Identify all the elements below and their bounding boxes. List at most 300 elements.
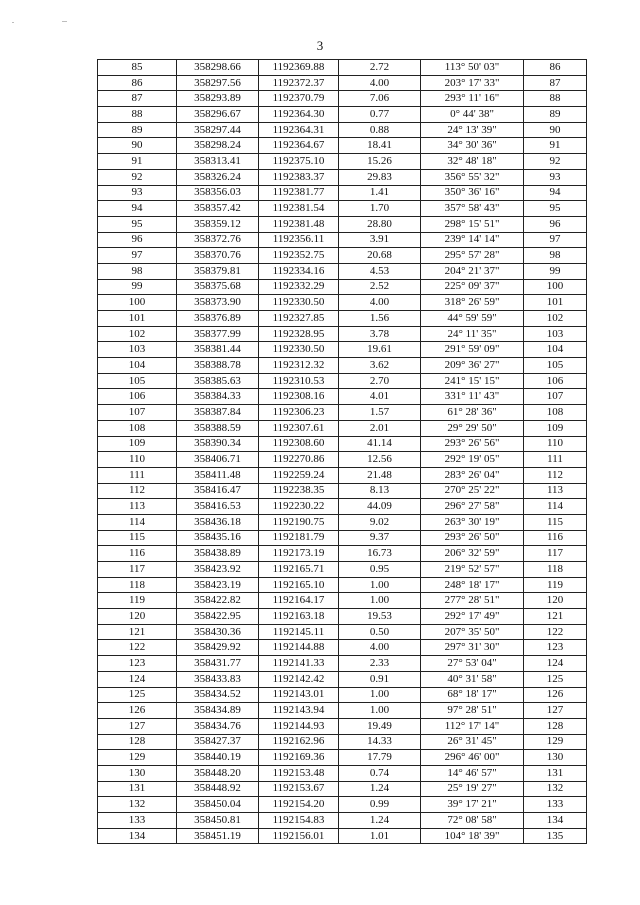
coordinates-table: [97, 59, 587, 844]
table-row: [98, 75, 587, 91]
x-coordinate-cell: 358376.89: [177, 311, 259, 327]
next-point-cell: 135: [524, 828, 587, 844]
bearing-cell: 26° 31' 45": [421, 734, 524, 750]
distance-cell: 0.99: [339, 797, 421, 813]
table-row: [98, 295, 587, 311]
point-number-cell: 124: [98, 671, 177, 687]
table-row: [98, 389, 587, 405]
bearing-cell: 241° 15' 15": [421, 373, 524, 389]
bearing-cell: 14° 46' 57": [421, 765, 524, 781]
point-number-cell: 133: [98, 813, 177, 829]
distance-cell: 18.41: [339, 138, 421, 154]
x-coordinate-cell: 358373.90: [177, 295, 259, 311]
next-point-cell: 88: [524, 91, 587, 107]
y-coordinate-cell: 1192144.93: [259, 718, 339, 734]
distance-cell: 1.57: [339, 405, 421, 421]
distance-cell: 16.73: [339, 546, 421, 562]
x-coordinate-cell: 358370.76: [177, 248, 259, 264]
next-point-cell: 115: [524, 514, 587, 530]
distance-cell: 2.33: [339, 656, 421, 672]
next-point-cell: 87: [524, 75, 587, 91]
next-point-cell: 134: [524, 813, 587, 829]
point-number-cell: 132: [98, 797, 177, 813]
bearing-cell: 248° 18' 17": [421, 577, 524, 593]
table-row: [98, 248, 587, 264]
y-coordinate-cell: 1192154.20: [259, 797, 339, 813]
distance-cell: 4.00: [339, 295, 421, 311]
y-coordinate-cell: 1192381.48: [259, 216, 339, 232]
next-point-cell: 133: [524, 797, 587, 813]
y-coordinate-cell: 1192153.48: [259, 765, 339, 781]
x-coordinate-cell: 358384.33: [177, 389, 259, 405]
next-point-cell: 86: [524, 60, 587, 76]
x-coordinate-cell: 358297.56: [177, 75, 259, 91]
x-coordinate-cell: 358377.99: [177, 326, 259, 342]
bearing-cell: 295° 57' 28": [421, 248, 524, 264]
y-coordinate-cell: 1192308.16: [259, 389, 339, 405]
point-number-cell: 125: [98, 687, 177, 703]
x-coordinate-cell: 358313.41: [177, 154, 259, 170]
x-coordinate-cell: 358357.42: [177, 201, 259, 217]
point-number-cell: 91: [98, 154, 177, 170]
point-number-cell: 127: [98, 718, 177, 734]
point-number-cell: 99: [98, 279, 177, 295]
x-coordinate-cell: 358388.78: [177, 358, 259, 374]
next-point-cell: 99: [524, 263, 587, 279]
table-row: [98, 279, 587, 295]
y-coordinate-cell: 1192364.30: [259, 107, 339, 123]
bearing-cell: 293° 26' 56": [421, 436, 524, 452]
distance-cell: 2.70: [339, 373, 421, 389]
x-coordinate-cell: 358411.48: [177, 467, 259, 483]
y-coordinate-cell: 1192142.42: [259, 671, 339, 687]
bearing-cell: 239° 14' 14": [421, 232, 524, 248]
bearing-cell: 318° 26' 59": [421, 295, 524, 311]
x-coordinate-cell: 358356.03: [177, 185, 259, 201]
x-coordinate-cell: 358430.36: [177, 624, 259, 640]
y-coordinate-cell: 1192143.94: [259, 703, 339, 719]
next-point-cell: 129: [524, 734, 587, 750]
y-coordinate-cell: 1192332.29: [259, 279, 339, 295]
next-point-cell: 130: [524, 750, 587, 766]
point-number-cell: 120: [98, 609, 177, 625]
x-coordinate-cell: 358448.92: [177, 781, 259, 797]
point-number-cell: 87: [98, 91, 177, 107]
point-number-cell: 85: [98, 60, 177, 76]
y-coordinate-cell: 1192144.88: [259, 640, 339, 656]
table-row: [98, 232, 587, 248]
bearing-cell: 104° 18' 39": [421, 828, 524, 844]
x-coordinate-cell: 358406.71: [177, 452, 259, 468]
next-point-cell: 111: [524, 452, 587, 468]
x-coordinate-cell: 358450.04: [177, 797, 259, 813]
y-coordinate-cell: 1192230.22: [259, 499, 339, 515]
table-row: [98, 514, 587, 530]
distance-cell: 0.95: [339, 562, 421, 578]
distance-cell: 21.48: [339, 467, 421, 483]
x-coordinate-cell: 358298.24: [177, 138, 259, 154]
table-row: [98, 138, 587, 154]
next-point-cell: 116: [524, 530, 587, 546]
next-point-cell: 89: [524, 107, 587, 123]
next-point-cell: 110: [524, 436, 587, 452]
table-row: [98, 358, 587, 374]
x-coordinate-cell: 358381.44: [177, 342, 259, 358]
y-coordinate-cell: 1192143.01: [259, 687, 339, 703]
y-coordinate-cell: 1192383.37: [259, 169, 339, 185]
y-coordinate-cell: 1192141.33: [259, 656, 339, 672]
table-row: [98, 718, 587, 734]
x-coordinate-cell: 358451.19: [177, 828, 259, 844]
bearing-cell: 356° 55' 32": [421, 169, 524, 185]
y-coordinate-cell: 1192153.67: [259, 781, 339, 797]
distance-cell: 29.83: [339, 169, 421, 185]
point-number-cell: 86: [98, 75, 177, 91]
bearing-cell: 350° 36' 16": [421, 185, 524, 201]
bearing-cell: 32° 48' 18": [421, 154, 524, 170]
bearing-cell: 24° 11' 35": [421, 326, 524, 342]
bearing-cell: 263° 30' 19": [421, 514, 524, 530]
distance-cell: 0.77: [339, 107, 421, 123]
table-row: [98, 828, 587, 844]
y-coordinate-cell: 1192308.60: [259, 436, 339, 452]
point-number-cell: 134: [98, 828, 177, 844]
point-number-cell: 114: [98, 514, 177, 530]
table-row: [98, 765, 587, 781]
next-point-cell: 104: [524, 342, 587, 358]
y-coordinate-cell: 1192352.75: [259, 248, 339, 264]
x-coordinate-cell: 358435.16: [177, 530, 259, 546]
table-row: [98, 342, 587, 358]
x-coordinate-cell: 358416.53: [177, 499, 259, 515]
x-coordinate-cell: 358297.44: [177, 122, 259, 138]
next-point-cell: 123: [524, 640, 587, 656]
point-number-cell: 107: [98, 405, 177, 421]
y-coordinate-cell: 1192334.16: [259, 263, 339, 279]
bearing-cell: 40° 31' 58": [421, 671, 524, 687]
table-row: [98, 813, 587, 829]
point-number-cell: 92: [98, 169, 177, 185]
bearing-cell: 34° 30' 36": [421, 138, 524, 154]
point-number-cell: 109: [98, 436, 177, 452]
distance-cell: 1.41: [339, 185, 421, 201]
y-coordinate-cell: 1192259.24: [259, 467, 339, 483]
table-row: [98, 656, 587, 672]
distance-cell: 1.56: [339, 311, 421, 327]
table-row: [98, 326, 587, 342]
next-point-cell: 120: [524, 593, 587, 609]
table-row: [98, 640, 587, 656]
x-coordinate-cell: 358431.77: [177, 656, 259, 672]
x-coordinate-cell: 358423.19: [177, 577, 259, 593]
point-number-cell: 97: [98, 248, 177, 264]
y-coordinate-cell: 1192312.32: [259, 358, 339, 374]
x-coordinate-cell: 358434.76: [177, 718, 259, 734]
y-coordinate-cell: 1192330.50: [259, 342, 339, 358]
point-number-cell: 129: [98, 750, 177, 766]
bearing-cell: 24° 13' 39": [421, 122, 524, 138]
bearing-cell: 298° 15' 51": [421, 216, 524, 232]
distance-cell: 3.62: [339, 358, 421, 374]
bearing-cell: 29° 29' 50": [421, 420, 524, 436]
distance-cell: 1.00: [339, 687, 421, 703]
y-coordinate-cell: 1192145.11: [259, 624, 339, 640]
point-number-cell: 103: [98, 342, 177, 358]
table-row: [98, 122, 587, 138]
x-coordinate-cell: 358434.52: [177, 687, 259, 703]
point-number-cell: 123: [98, 656, 177, 672]
next-point-cell: 91: [524, 138, 587, 154]
x-coordinate-cell: 358359.12: [177, 216, 259, 232]
next-point-cell: 127: [524, 703, 587, 719]
point-number-cell: 121: [98, 624, 177, 640]
y-coordinate-cell: 1192306.23: [259, 405, 339, 421]
point-number-cell: 130: [98, 765, 177, 781]
table-row: [98, 609, 587, 625]
next-point-cell: 114: [524, 499, 587, 515]
table-row: [98, 530, 587, 546]
distance-cell: 17.79: [339, 750, 421, 766]
point-number-cell: 105: [98, 373, 177, 389]
table-row: [98, 781, 587, 797]
next-point-cell: 119: [524, 577, 587, 593]
point-number-cell: 131: [98, 781, 177, 797]
y-coordinate-cell: 1192307.61: [259, 420, 339, 436]
y-coordinate-cell: 1192327.85: [259, 311, 339, 327]
y-coordinate-cell: 1192154.83: [259, 813, 339, 829]
next-point-cell: 112: [524, 467, 587, 483]
point-number-cell: 108: [98, 420, 177, 436]
bearing-cell: 270° 25' 22": [421, 483, 524, 499]
table-row: [98, 797, 587, 813]
table-row: [98, 405, 587, 421]
table-row: [98, 60, 587, 76]
x-coordinate-cell: 358390.34: [177, 436, 259, 452]
x-coordinate-cell: 358429.92: [177, 640, 259, 656]
table-row: [98, 750, 587, 766]
x-coordinate-cell: 358427.37: [177, 734, 259, 750]
distance-cell: 8.13: [339, 483, 421, 499]
next-point-cell: 122: [524, 624, 587, 640]
distance-cell: 1.24: [339, 781, 421, 797]
next-point-cell: 100: [524, 279, 587, 295]
bearing-cell: 203° 17' 33": [421, 75, 524, 91]
point-number-cell: 102: [98, 326, 177, 342]
bearing-cell: 68° 18' 17": [421, 687, 524, 703]
x-coordinate-cell: 358326.24: [177, 169, 259, 185]
x-coordinate-cell: 358422.82: [177, 593, 259, 609]
next-point-cell: 118: [524, 562, 587, 578]
point-number-cell: 89: [98, 122, 177, 138]
point-number-cell: 111: [98, 467, 177, 483]
x-coordinate-cell: 358293.89: [177, 91, 259, 107]
next-point-cell: 132: [524, 781, 587, 797]
next-point-cell: 125: [524, 671, 587, 687]
distance-cell: 3.91: [339, 232, 421, 248]
distance-cell: 9.37: [339, 530, 421, 546]
next-point-cell: 131: [524, 765, 587, 781]
x-coordinate-cell: 358385.63: [177, 373, 259, 389]
next-point-cell: 90: [524, 122, 587, 138]
table-row: [98, 483, 587, 499]
bearing-cell: 292° 19' 05": [421, 452, 524, 468]
point-number-cell: 98: [98, 263, 177, 279]
point-number-cell: 118: [98, 577, 177, 593]
point-number-cell: 117: [98, 562, 177, 578]
y-coordinate-cell: 1192328.95: [259, 326, 339, 342]
y-coordinate-cell: 1192181.79: [259, 530, 339, 546]
bearing-cell: 97° 28' 51": [421, 703, 524, 719]
bearing-cell: 27° 53' 04": [421, 656, 524, 672]
next-point-cell: 108: [524, 405, 587, 421]
y-coordinate-cell: 1192163.18: [259, 609, 339, 625]
bearing-cell: 291° 59' 09": [421, 342, 524, 358]
distance-cell: 19.53: [339, 609, 421, 625]
point-number-cell: 128: [98, 734, 177, 750]
table-row: [98, 263, 587, 279]
y-coordinate-cell: 1192375.10: [259, 154, 339, 170]
point-number-cell: 106: [98, 389, 177, 405]
point-number-cell: 119: [98, 593, 177, 609]
next-point-cell: 101: [524, 295, 587, 311]
distance-cell: 1.00: [339, 593, 421, 609]
distance-cell: 4.00: [339, 75, 421, 91]
y-coordinate-cell: 1192165.71: [259, 562, 339, 578]
next-point-cell: 124: [524, 656, 587, 672]
table-row: [98, 201, 587, 217]
bearing-cell: 293° 26' 50": [421, 530, 524, 546]
bearing-cell: 113° 50' 03": [421, 60, 524, 76]
distance-cell: 44.09: [339, 499, 421, 515]
distance-cell: 28.80: [339, 216, 421, 232]
table-row: [98, 185, 587, 201]
x-coordinate-cell: 358298.66: [177, 60, 259, 76]
distance-cell: 1.00: [339, 577, 421, 593]
next-point-cell: 117: [524, 546, 587, 562]
bearing-cell: 219° 52' 57": [421, 562, 524, 578]
distance-cell: 3.78: [339, 326, 421, 342]
table-row: [98, 467, 587, 483]
x-coordinate-cell: 358422.95: [177, 609, 259, 625]
y-coordinate-cell: 1192270.86: [259, 452, 339, 468]
table-row: [98, 687, 587, 703]
bearing-cell: 277° 28' 51": [421, 593, 524, 609]
next-point-cell: 113: [524, 483, 587, 499]
next-point-cell: 92: [524, 154, 587, 170]
table-row: [98, 624, 587, 640]
bearing-cell: 209° 36' 27": [421, 358, 524, 374]
next-point-cell: 102: [524, 311, 587, 327]
bearing-cell: 297° 31' 30": [421, 640, 524, 656]
point-number-cell: 88: [98, 107, 177, 123]
next-point-cell: 94: [524, 185, 587, 201]
bearing-cell: 39° 17' 21": [421, 797, 524, 813]
table-row: [98, 154, 587, 170]
distance-cell: 1.01: [339, 828, 421, 844]
y-coordinate-cell: 1192381.77: [259, 185, 339, 201]
next-point-cell: 96: [524, 216, 587, 232]
point-number-cell: 95: [98, 216, 177, 232]
table-row: [98, 593, 587, 609]
table-row: [98, 373, 587, 389]
bearing-cell: 357° 58' 43": [421, 201, 524, 217]
x-coordinate-cell: 358436.18: [177, 514, 259, 530]
bearing-cell: 112° 17' 14": [421, 718, 524, 734]
x-coordinate-cell: 358388.59: [177, 420, 259, 436]
x-coordinate-cell: 358375.68: [177, 279, 259, 295]
y-coordinate-cell: 1192381.54: [259, 201, 339, 217]
table-row: [98, 420, 587, 436]
bearing-cell: 292° 17' 49": [421, 609, 524, 625]
y-coordinate-cell: 1192165.10: [259, 577, 339, 593]
y-coordinate-cell: 1192310.53: [259, 373, 339, 389]
point-number-cell: 104: [98, 358, 177, 374]
bearing-cell: 293° 11' 16": [421, 91, 524, 107]
bearing-cell: 283° 26' 04": [421, 467, 524, 483]
bearing-cell: 225° 09' 37": [421, 279, 524, 295]
bearing-cell: 206° 32' 59": [421, 546, 524, 562]
bearing-cell: 296° 27' 58": [421, 499, 524, 515]
y-coordinate-cell: 1192372.37: [259, 75, 339, 91]
distance-cell: 0.91: [339, 671, 421, 687]
x-coordinate-cell: 358416.47: [177, 483, 259, 499]
next-point-cell: 121: [524, 609, 587, 625]
next-point-cell: 97: [524, 232, 587, 248]
point-number-cell: 116: [98, 546, 177, 562]
point-number-cell: 122: [98, 640, 177, 656]
y-coordinate-cell: 1192364.31: [259, 122, 339, 138]
distance-cell: 1.70: [339, 201, 421, 217]
table-row: [98, 107, 587, 123]
next-point-cell: 126: [524, 687, 587, 703]
y-coordinate-cell: 1192156.01: [259, 828, 339, 844]
distance-cell: 2.52: [339, 279, 421, 295]
bearing-cell: 61° 28' 36": [421, 405, 524, 421]
table-row: [98, 577, 587, 593]
table-row: [98, 703, 587, 719]
point-number-cell: 113: [98, 499, 177, 515]
next-point-cell: 128: [524, 718, 587, 734]
next-point-cell: 98: [524, 248, 587, 264]
distance-cell: 19.61: [339, 342, 421, 358]
x-coordinate-cell: 358372.76: [177, 232, 259, 248]
table-row: [98, 91, 587, 107]
table-row: [98, 734, 587, 750]
y-coordinate-cell: 1192169.36: [259, 750, 339, 766]
distance-cell: 0.88: [339, 122, 421, 138]
table-row: [98, 436, 587, 452]
point-number-cell: 96: [98, 232, 177, 248]
y-coordinate-cell: 1192364.67: [259, 138, 339, 154]
distance-cell: 1.00: [339, 703, 421, 719]
coordinates-table-body: [98, 60, 587, 844]
distance-cell: 7.06: [339, 91, 421, 107]
x-coordinate-cell: 358450.81: [177, 813, 259, 829]
bearing-cell: 72° 08' 58": [421, 813, 524, 829]
y-coordinate-cell: 1192369.88: [259, 60, 339, 76]
table-row: [98, 311, 587, 327]
x-coordinate-cell: 358440.19: [177, 750, 259, 766]
table-row: [98, 671, 587, 687]
bearing-cell: 0° 44' 38": [421, 107, 524, 123]
point-number-cell: 115: [98, 530, 177, 546]
y-coordinate-cell: 1192164.17: [259, 593, 339, 609]
distance-cell: 4.00: [339, 640, 421, 656]
table-row: [98, 546, 587, 562]
distance-cell: 0.50: [339, 624, 421, 640]
point-number-cell: 100: [98, 295, 177, 311]
next-point-cell: 109: [524, 420, 587, 436]
